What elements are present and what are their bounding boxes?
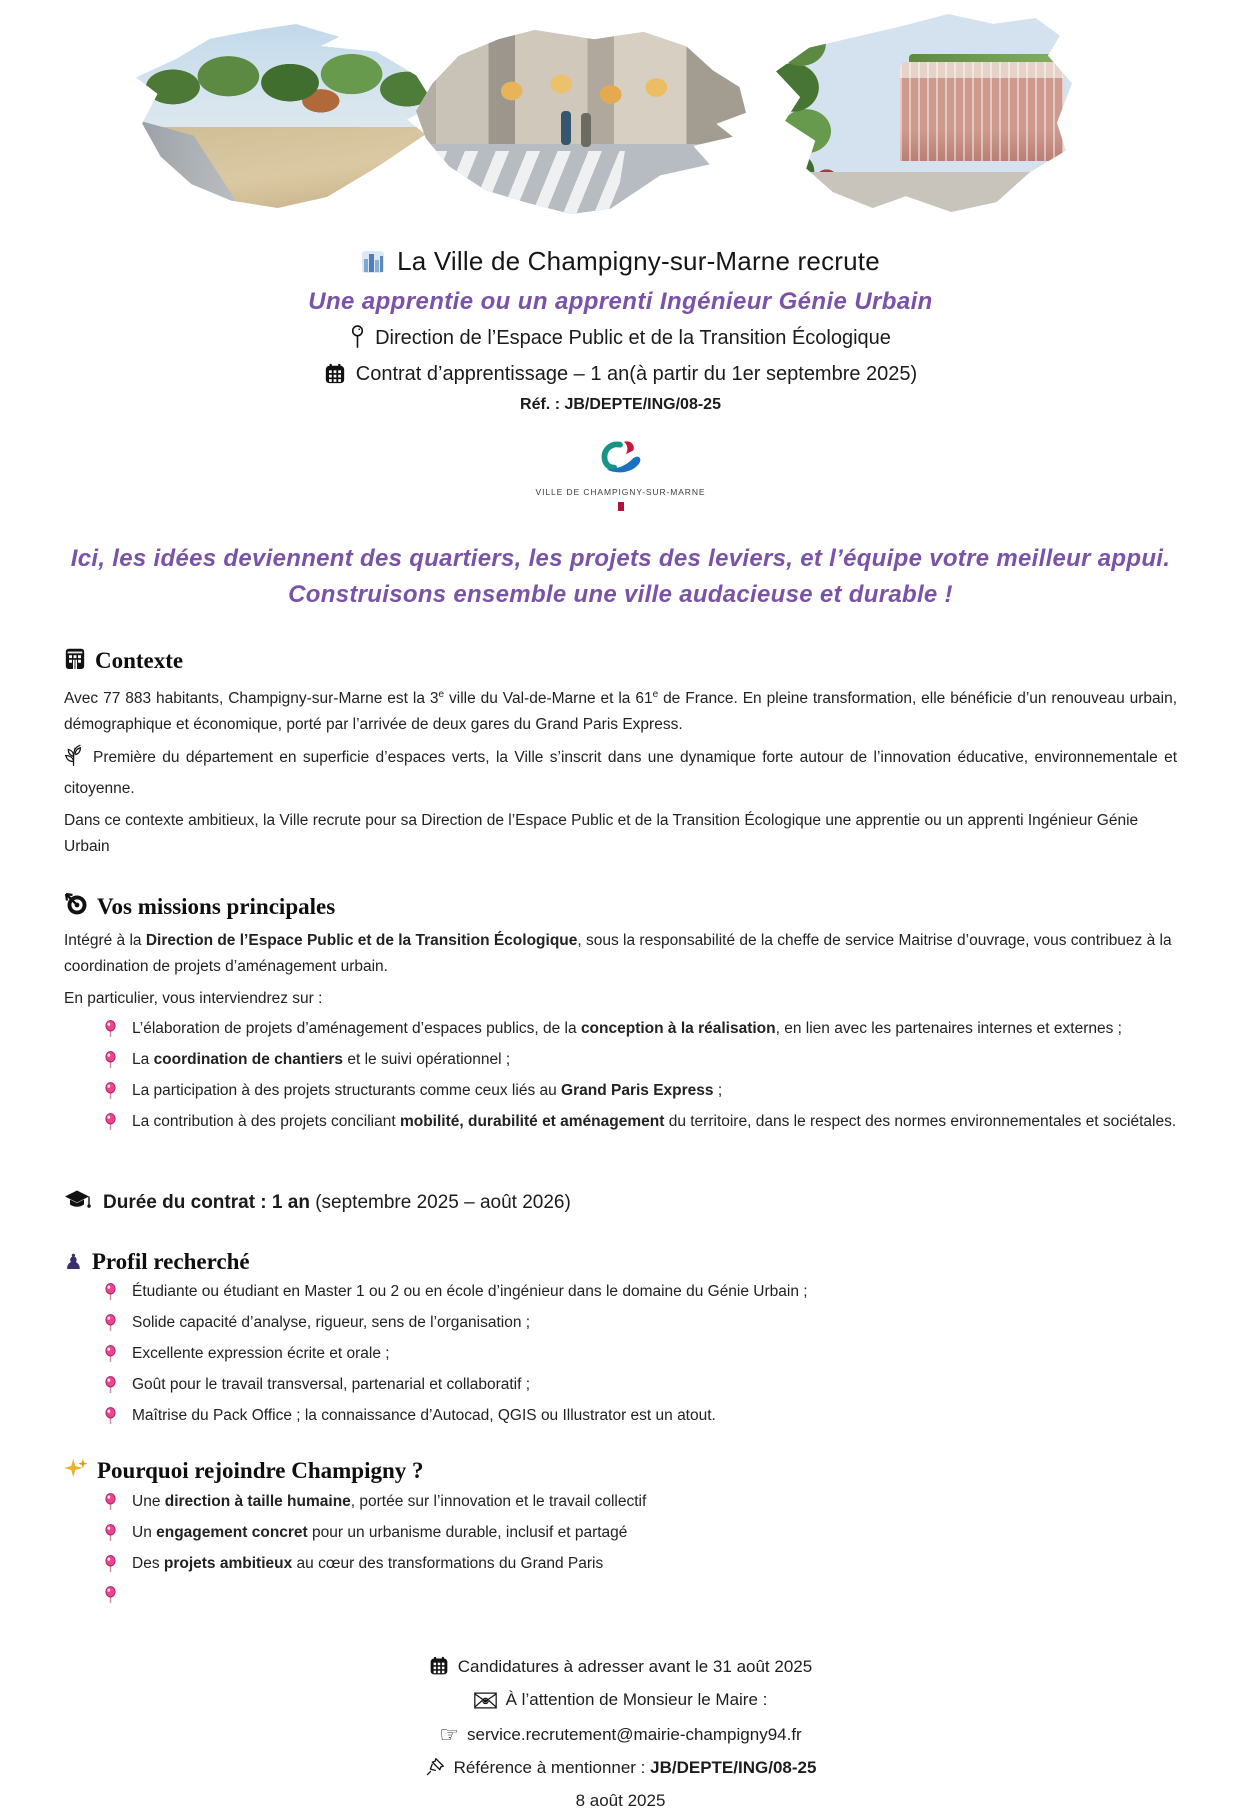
section-profil bbox=[64, 1249, 1177, 1431]
leaf-icon bbox=[64, 754, 83, 771]
pushpin-bullet-icon bbox=[104, 1078, 117, 1106]
mission-bullet bbox=[104, 1047, 1177, 1075]
missions-intro: Intégré à la Direction de l’Espace Public et de la Transition Écologique, sous la responsabilité de la cheffe de service Maitrise d’ouvrage, vous contribuez à la coordination de projets d’aménagement urbain. bbox=[64, 932, 1172, 976]
pushpin-bullet-icon bbox=[104, 1109, 117, 1137]
bullet-text: L’élaboration de projets d’aménagement d’espaces publics, de la conception à la réalisation, en lien avec les partenaires internes et externes ; bbox=[132, 1020, 1122, 1038]
pedestrian-figure bbox=[581, 113, 591, 147]
email-address[interactable]: service.recrutement@mairie-champigny94.fr bbox=[467, 1725, 802, 1745]
missions-heading: Vos missions principales bbox=[64, 892, 1177, 922]
footer-date-line: 8 août 2025 bbox=[575, 1791, 666, 1811]
person-icon: ♟ bbox=[64, 1249, 83, 1274]
pushpin-bullet-icon bbox=[104, 1047, 117, 1075]
pointing-hand-icon: ☞ bbox=[439, 1723, 459, 1749]
tagline-line1: Ici, les idées deviennent des quartiers, les projets des leviers, et l’équipe votre meilleur appui. bbox=[70, 545, 1171, 572]
section-pourquoi bbox=[64, 1457, 1177, 1610]
bullet-text: La contribution à des projets conciliant mobilité, durabilité et aménagement du territoire, dans le respect des normes environnementales et sociétales. bbox=[132, 1113, 1177, 1131]
bullet-text: La participation à des projets structurants comme ceux liés au Grand Paris Express ; bbox=[132, 1082, 723, 1100]
target-icon bbox=[64, 892, 88, 922]
duration-text: Durée du contrat : 1 an (septembre 2025 – août 2026) bbox=[103, 1192, 571, 1214]
job-posting-document bbox=[0, 14, 1241, 1811]
footer-email-line bbox=[64, 1723, 1177, 1748]
contexte-paragraph-2: Première du département en superficie d’espaces verts, la Ville s’inscrit dans une dynamique forte autour de l’innovation éducative, environnementale et citoyenne. bbox=[64, 744, 1177, 802]
pourquoi-bullet bbox=[104, 1551, 1177, 1579]
pushpin-bullet-icon bbox=[104, 1520, 117, 1548]
mission-bullet bbox=[104, 1109, 1177, 1137]
missions-lead: En particulier, vous interviendrez sur : bbox=[64, 990, 323, 1008]
contract-duration-line bbox=[64, 1189, 1177, 1217]
pushpin-bullet-icon bbox=[104, 1310, 117, 1338]
footer-deadline-line: Candidatures à adresser avant le 31 août 2025 bbox=[64, 1656, 1177, 1681]
bullet-text: Goût pour le travail transversal, partenarial et collaboratif ; bbox=[132, 1376, 531, 1394]
footer bbox=[64, 1656, 1177, 1811]
bullet-text: Étudiante ou étudiant en Master 1 ou 2 ou en école d’ingénieur dans le domaine du Génie Urbain ; bbox=[132, 1283, 808, 1301]
city-logo bbox=[64, 438, 1177, 511]
section-contexte bbox=[64, 645, 1177, 860]
envelope-icon bbox=[474, 1694, 497, 1713]
street-promenade-rendering bbox=[136, 24, 444, 208]
logo-red-square bbox=[618, 502, 624, 511]
champigny-logo-mark bbox=[592, 438, 650, 480]
header bbox=[64, 246, 1177, 414]
sparkle-icon bbox=[64, 1457, 88, 1485]
pedestrian-figure bbox=[561, 111, 571, 145]
profil-bullet bbox=[104, 1341, 1177, 1369]
contexte-paragraph-1: Avec 77 883 habitants, Champigny-sur-Marne est la 3e ville du Val-de-Marne et la 61e de France. En pleine transformation, elle bénéficie d’un renouveau urbain, démographique et économique, porté par l’arrivée de deux gares du Grand Paris Express. bbox=[64, 689, 1178, 734]
mission-bullet bbox=[104, 1078, 1177, 1106]
tagline-line2: Construisons ensemble une ville audacieuse et durable ! bbox=[288, 581, 953, 608]
pourquoi-bullet-list bbox=[104, 1489, 1177, 1610]
pushpin-bullet-icon bbox=[104, 1489, 117, 1517]
pushpin-bullet-icon bbox=[104, 1341, 117, 1369]
building-icon bbox=[64, 645, 86, 676]
mission-bullet bbox=[104, 1016, 1177, 1044]
profil-bullet bbox=[104, 1403, 1177, 1431]
job-subtitle: Une apprentie ou un apprenti Ingénieur Génie Urbain bbox=[308, 288, 933, 315]
crosswalk-buildings-rendering bbox=[416, 30, 746, 214]
missions-bullet-list bbox=[104, 1016, 1177, 1137]
bullet-text: Solide capacité d’analyse, rigueur, sens de l’organisation ; bbox=[132, 1314, 531, 1332]
pin-outline-icon bbox=[425, 1762, 445, 1781]
section-missions bbox=[64, 892, 1177, 1137]
profil-bullet bbox=[104, 1279, 1177, 1307]
footer-attention-line: À l’attention de Monsieur le Maire : bbox=[64, 1690, 1177, 1714]
hero-image-band bbox=[64, 14, 1177, 220]
contract-line: Contrat d’apprentissage – 1 an(à partir du 1er septembre 2025) bbox=[64, 363, 1177, 391]
contexte-paragraph-3: Dans ce contexte ambitieux, la Ville recrute pour sa Direction de l’Espace Public et de la Transition Écologique une apprentie ou un apprenti Ingénieur Génie Urbain bbox=[64, 812, 1139, 856]
bullet-text: Un engagement concret pour un urbanisme durable, inclusif et partagé bbox=[132, 1524, 628, 1542]
pushpin-bullet-icon bbox=[104, 1551, 117, 1579]
bullet-text: Des projets ambitieux au cœur des transformations du Grand Paris bbox=[132, 1555, 604, 1573]
pourquoi-bullet-empty bbox=[104, 1582, 1177, 1610]
profil-bullet-list bbox=[104, 1279, 1177, 1431]
contexte-heading: Contexte bbox=[64, 645, 1177, 676]
profil-bullet bbox=[104, 1310, 1177, 1338]
tagline bbox=[64, 541, 1177, 613]
footer-reference-line: Référence à mentionner : JB/DEPTE/ING/08-25 bbox=[64, 1757, 1177, 1782]
pushpin-bullet-icon bbox=[104, 1016, 117, 1044]
page-title: La Ville de Champigny-sur-Marne recrute bbox=[64, 246, 1177, 281]
pushpin-bullet-icon bbox=[104, 1403, 117, 1431]
bullet-text bbox=[132, 1582, 1177, 1610]
profil-bullet bbox=[104, 1372, 1177, 1400]
city-icon bbox=[361, 250, 385, 280]
pushpin-bullet-icon bbox=[104, 1279, 117, 1307]
bullet-text: Excellente expression écrite et orale ; bbox=[132, 1345, 390, 1363]
direction-line: Direction de l’Espace Public et de la Transition Écologique bbox=[64, 324, 1177, 355]
red-facade-building-rendering bbox=[770, 14, 1072, 212]
pushpin-bullet-icon bbox=[104, 1372, 117, 1400]
bullet-text: Maîtrise du Pack Office ; la connaissance d’Autocad, QGIS ou Illustrator est un atout. bbox=[132, 1407, 716, 1425]
bullet-text: La coordination de chantiers et le suivi opérationnel ; bbox=[132, 1051, 511, 1069]
logo-caption: VILLE DE CHAMPIGNY-SUR-MARNE bbox=[535, 487, 706, 497]
calendar-icon bbox=[324, 368, 346, 390]
location-pin-icon bbox=[350, 332, 365, 354]
pourquoi-heading: Pourquoi rejoindre Champigny ? bbox=[64, 1457, 1177, 1485]
profil-heading: ♟ Profil recherché bbox=[64, 1249, 250, 1275]
calendar-icon bbox=[429, 1661, 449, 1680]
reference-line: Réf. : JB/DEPTE/ING/08-25 bbox=[520, 396, 721, 413]
pourquoi-bullet bbox=[104, 1489, 1177, 1517]
pourquoi-bullet bbox=[104, 1520, 1177, 1548]
bullet-text: Une direction à taille humaine, portée sur l’innovation et le travail collectif bbox=[132, 1493, 647, 1511]
graduation-cap-icon bbox=[64, 1189, 91, 1217]
pushpin-bullet-icon bbox=[104, 1582, 117, 1610]
